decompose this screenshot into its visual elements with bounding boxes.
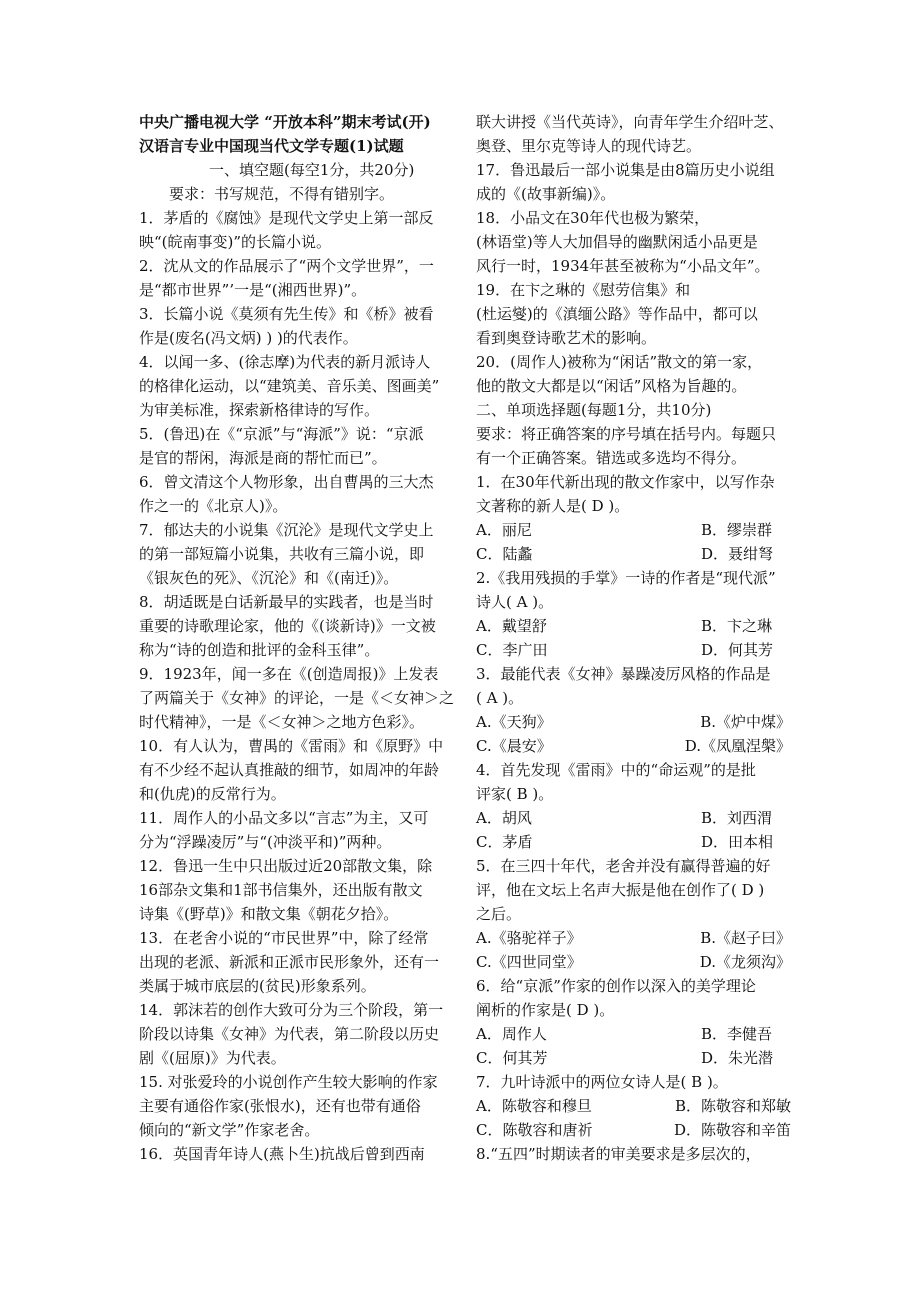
option-row <box>476 830 791 854</box>
text-line: 8．胡适既是白话新最早的实践者，也是当时 <box>139 593 434 611</box>
text-line: 了两篇关于《女神》的评论，一是《＜女神＞之 <box>139 689 455 707</box>
option-a: A.《天狗》 <box>476 713 552 731</box>
text-line: 诗集《(野草)》和散文集《朝花夕拾》。 <box>139 905 399 923</box>
text-line: 20．(周作人)被称为“闲话”散文的第一家， <box>476 353 763 371</box>
option-a: C．陆蠡 <box>476 545 533 563</box>
option-row <box>476 542 791 566</box>
text-line: 二、单项选择题(每题1分，共10分) <box>476 401 712 419</box>
text-line: ( A )。 <box>476 689 524 707</box>
option-a: A．陈敬容和穆旦 <box>476 1097 592 1115</box>
text-line: 文著称的新人是( D )。 <box>476 497 630 515</box>
text-line: 中央广播电视大学 “开放本科”期末考试(开) <box>139 113 431 131</box>
option-b: D．田本相 <box>701 833 774 851</box>
option-b: B.《炉中煤》 <box>700 713 791 731</box>
option-row <box>476 614 791 638</box>
text-line: 主要有通俗作家(张恨水)，还有也带有通俗 <box>139 1097 421 1115</box>
text-line: 3．最能代表《女神》暴躁凌厉风格的作品是 <box>476 665 771 683</box>
text-line: 成的《(故事新编)》。 <box>476 185 616 203</box>
text-line: 汉语言专业中国现当代文学专题(1)试题 <box>139 137 404 155</box>
option-a: C．李广田 <box>476 641 548 659</box>
text-line: 和(仇虎)的反常行为。 <box>139 785 286 803</box>
text-line: 风行一时，1934年甚至被称为“小品文年”。 <box>476 257 770 275</box>
option-row <box>476 806 791 830</box>
text-line: 剧《(屈原)》为代表。 <box>139 1049 286 1067</box>
option-b: B．刘西渭 <box>701 809 773 827</box>
text-line: 时代精神》，一是《＜女神＞之地方色彩》。 <box>139 713 425 731</box>
text-line: 有一个正确答案。错选或多选均不得分。 <box>476 449 747 467</box>
option-row <box>476 710 791 734</box>
text-line: 17．鲁迅最后一部小说集是由8篇历史小说组 <box>476 161 775 179</box>
text-line: 作之一的《北京人)》。 <box>139 497 288 515</box>
text-line: 10．有人认为，曹禺的《雷雨》和《原野》中 <box>139 737 444 755</box>
option-row <box>476 734 791 758</box>
option-a: A．周作人 <box>476 1025 547 1043</box>
text-line: 14．郭沫若的创作大致可分为三个阶段，第一 <box>139 1001 444 1019</box>
option-b: B．李健吾 <box>701 1025 773 1043</box>
text-line: 评家( B )。 <box>476 785 554 803</box>
text-line: 一、填空题(每空1分，共20分) <box>209 161 415 179</box>
text-line: 要求：将正确答案的序号填在括号内。每题只 <box>476 425 777 443</box>
text-line: 评，他在文坛上名声大振是他在创作了( D ) <box>476 881 765 899</box>
text-line: 出现的老派、新派和正派市民形象外，还有一 <box>139 953 440 971</box>
option-row <box>476 1022 791 1046</box>
option-a: C.《晨安》 <box>476 737 552 755</box>
text-line: (林语堂)等人大加倡导的幽默闲适小品更是 <box>476 233 758 251</box>
text-line: 《银灰色的死》、《沉沦》和《(南迁)》。 <box>139 569 399 587</box>
text-line: 倾向的“新文学”作家老舍。 <box>139 1121 320 1139</box>
text-line: 他的散文大都是以“闲话”风格为旨趣的。 <box>476 377 747 395</box>
left-column <box>139 110 454 1166</box>
option-a: A．丽尼 <box>476 521 532 539</box>
option-a: C．茅盾 <box>476 833 533 851</box>
option-b: D．朱光潜 <box>701 1049 774 1067</box>
option-b: D.《凤凰涅槃》 <box>684 737 791 755</box>
text-line: 16部杂文集和1部书信集外，还出版有散文 <box>139 881 423 899</box>
text-line: 2.《我用残损的手掌》一诗的作者是“现代派” <box>476 569 776 587</box>
text-line: (杜运燮)的《滇缅公路》等作品中，都可以 <box>476 305 758 323</box>
option-a: A．戴望舒 <box>476 617 547 635</box>
text-line: 5．在三四十年代，老舍并没有赢得普遍的好 <box>476 857 771 875</box>
text-line: 19．在卞之琳的《慰劳信集》和 <box>476 281 691 299</box>
text-line: 为审美标准，探索新格律诗的写作。 <box>139 401 380 419</box>
option-b: B.《赵子曰》 <box>700 929 791 947</box>
text-line: 奥登、里尔克等诗人的现代诗艺。 <box>476 137 702 155</box>
option-b: B．陈敬容和郑敏 <box>674 1097 791 1115</box>
option-row <box>476 1094 791 1118</box>
text-line: 映“(皖南事变)”的长篇小说。 <box>139 233 332 251</box>
option-a: A.《骆驼祥子》 <box>476 929 582 947</box>
text-line: 之后。 <box>476 905 522 923</box>
option-b: B．卞之琳 <box>701 617 773 635</box>
option-a: C.《四世同堂》 <box>476 953 582 971</box>
text-line: 的格律化运动，以“建筑美、音乐美、图画美” <box>139 377 440 395</box>
text-line: 2．沈从文的作品展示了“两个文学世界”，一 <box>139 257 434 275</box>
text-line: 11．周作人的小品文多以“言志”为主，又可 <box>139 809 429 827</box>
text-line: 阐析的作家是( D )。 <box>476 1001 615 1019</box>
option-b: D．陈敬容和辛笛 <box>673 1121 791 1139</box>
option-b: D．聂绀弩 <box>701 545 774 563</box>
text-line: 5．(鲁迅)在《“京派”与“海派”》说：“京派 <box>139 425 424 443</box>
text-line: 4．首先发现《雷雨》中的“命运观”的是批 <box>476 761 756 779</box>
text-line: 12．鲁迅一生中只出版过近20部散文集，除 <box>139 857 433 875</box>
text-line: 3．长篇小说《莫须有先生传》和《桥》被看 <box>139 305 434 323</box>
text-line: 6．曾文清这个人物形象，出自曹禺的三大杰 <box>139 473 434 491</box>
text-line: 是“都市世界”’一是“(湘西世界)”。 <box>139 281 367 299</box>
text-line: 的第一部短篇小说集，共收有三篇小说，即 <box>139 545 425 563</box>
text-line: 作是(废名(冯文炳) ) )的代表作。 <box>139 329 358 347</box>
text-line: 1．在30年代新出现的散文作家中，以写作杂 <box>476 473 775 491</box>
text-line: 16．英国青年诗人(燕卜生)抗战后曾到西南 <box>139 1145 425 1163</box>
text-line: 4．以闻一多、(徐志摩)为代表的新月派诗人 <box>139 353 431 371</box>
option-a: A．胡风 <box>476 809 532 827</box>
option-b: D．何其芳 <box>701 641 774 659</box>
text-line: 阶段以诗集《女神》为代表，第二阶段以历史 <box>139 1025 440 1043</box>
option-b: D.《龙须沟》 <box>699 953 791 971</box>
text-line: 7．九叶诗派中的两位女诗人是( B )。 <box>476 1073 728 1091</box>
text-line: 18．小品文在30年代也极为繁荣， <box>476 209 710 227</box>
text-line: 看到奥登诗歌艺术的影响。 <box>476 329 657 347</box>
text-line: 联大讲授《当代英诗》，向青年学生介绍叶芝、 <box>476 113 784 131</box>
right-column <box>476 110 791 1166</box>
text-line: 称为“诗的创造和批评的金科玉律”。 <box>139 641 380 659</box>
text-line: 7．郁达夫的小说集《沉沦》是现代文学史上 <box>139 521 434 539</box>
text-line: 分为“浮躁凌厉”与“(冲淡平和)”两种。 <box>139 833 392 851</box>
text-line: 有不少经不起认真推敲的细节，如周冲的年龄 <box>139 761 440 779</box>
option-row <box>476 638 791 662</box>
option-b: B．缪崇群 <box>701 521 773 539</box>
option-row <box>476 1046 791 1070</box>
option-a: C．何其芳 <box>476 1049 548 1067</box>
text-line: 诗人( A )。 <box>476 593 554 611</box>
text-line: 8.“五四”时期读者的审美要求是多层次的， <box>476 1145 761 1163</box>
text-line: 13．在老舍小说的“市民世界”中，除了经常 <box>139 929 429 947</box>
option-row <box>476 518 791 542</box>
text-line: 要求：书写规范，不得有错别字。 <box>169 185 395 203</box>
text-line: 6．给“京派”作家的创作以深入的美学理论 <box>476 977 756 995</box>
text-line: 1．茅盾的《腐蚀》是现代文学史上第一部反 <box>139 209 434 227</box>
text-line: 是官的帮闲，海派是商的帮忙而已”。 <box>139 449 387 467</box>
option-row <box>476 1118 791 1142</box>
option-row <box>476 950 791 974</box>
option-row <box>476 926 791 950</box>
text-line: 9．1923年，闻一多在《(创造周报)》上发表 <box>139 665 439 683</box>
text-line: 15. 对张爱玲的小说创作产生较大影响的作家 <box>139 1073 438 1091</box>
option-a: C．陈敬容和唐祈 <box>476 1121 593 1139</box>
text-line: 类属于城市底层的(贫民)形象系列。 <box>139 977 376 995</box>
text-line: 重要的诗歌理论家，他的《(谈新诗)》一文被 <box>139 617 436 635</box>
